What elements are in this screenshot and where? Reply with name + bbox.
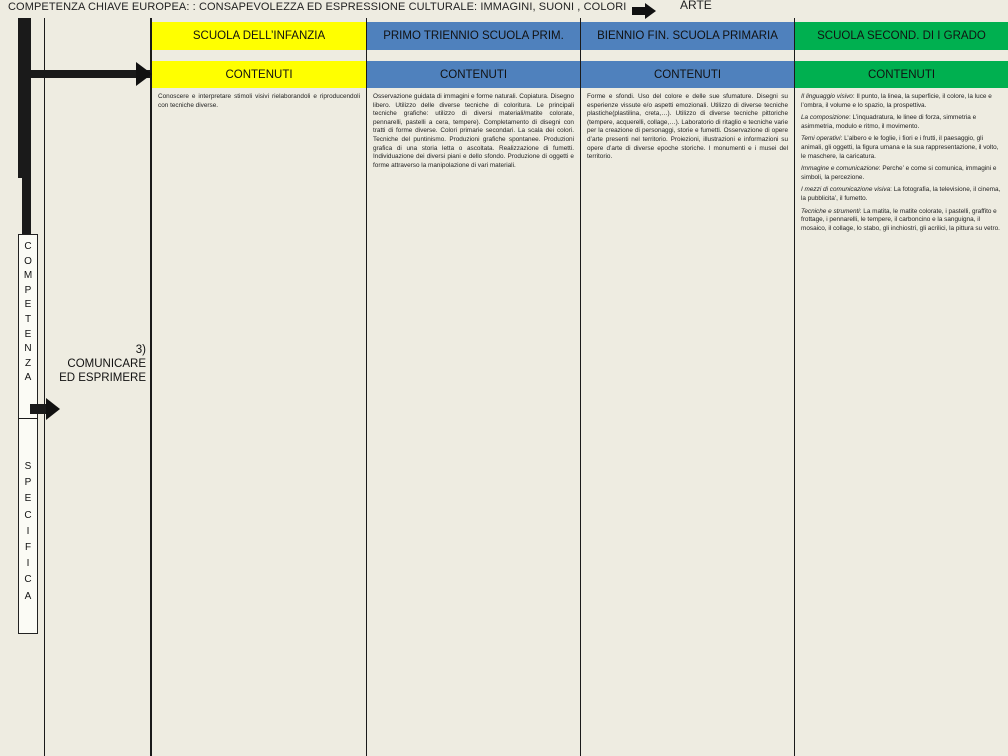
letter: A: [24, 590, 32, 602]
small-arrow-head-icon: [46, 398, 60, 420]
left-bar-upper: [22, 18, 31, 238]
topic-text: L’inquadratura, le linee di forza, simmetria e asimmetria, modulo e ritmo, il movimento.: [801, 114, 977, 130]
letter: T: [24, 313, 32, 325]
letter: C: [24, 509, 32, 521]
topic-text: La matita, le matite colorate, i pastelli, graffito e frottage, i pennarelli, le tempere, il carboncino e la sanguigna, il mosaico, il collage, lo stabo, gli inchiostri, gli acrilici, la pittura su vetro.: [801, 207, 1000, 232]
arrow-right-icon: [632, 3, 656, 19]
column-header-infanzia: SCUOLA DELL’INFANZIA: [152, 22, 366, 50]
letter: C: [24, 574, 32, 586]
letter: O: [24, 255, 32, 267]
col-divider-4: [794, 18, 795, 756]
letter: P: [24, 284, 32, 296]
letter: Z: [24, 357, 32, 369]
column-header-biennio: BIENNIO FIN. SCUOLA PRIMARIA: [581, 22, 794, 50]
left-divider: [44, 18, 45, 756]
topic-block: Il linguaggio visivo: Il punto, la linea, la superficie, il colore, la luce e l’ombra, il volume e lo spazio, la prospettiva.: [801, 93, 992, 109]
col-divider-3: [580, 18, 581, 756]
topic-label: I mezzi di comunicazione visiva: [801, 186, 891, 194]
topic-block: I mezzi di comunicazione visiva: La fotografia, la televisione, il cinema, la pubblicita’, il fumetto.: [801, 186, 1001, 202]
contenuti-header-secondaria: CONTENUTI: [795, 61, 1008, 88]
letter: I: [26, 558, 30, 570]
topic-label: Temi operativi: [801, 135, 841, 143]
content-secondaria: [801, 93, 1001, 233]
contenuti-header-biennio: CONTENUTI: [581, 61, 794, 88]
letter: E: [24, 328, 32, 340]
content-infanzia: Conoscere e interpretare stimoli visivi rielaborandoli e riproducendoli con tecniche diverse.: [158, 93, 360, 109]
subject-label: ARTE: [680, 0, 712, 12]
letter: A: [24, 372, 32, 384]
page-title: COMPETENZA CHIAVE EUROPEA: : CONSAPEVOLEZZA ED ESPRESSIONE CULTURALE: IMMAGINI, SUONI , COLORI: [8, 1, 627, 13]
topic-block: Immagine e comunicazione: Perche’ e come si comunica, immagini e simboli, la percezione.: [801, 165, 997, 181]
letter: I: [26, 525, 30, 537]
content-primo-triennio: Osservazione guidata di immagini e forme naturali. Copiatura. Disegno libero. Utilizzo delle diverse tecniche di coloritura. Le principali tecniche grafiche: utilizzo di diversi materiali/matite colorate, pennarelli, pastelli a cera, tempere). Completamento di disegni con tratti di forme diverse. Colori primarie secondari. La scala dei colori. Tecniche del puntinismo. Produzioni grafiche spontanee. Produzioni grafica di una storia letta o ascoltata. Realizzazione di fumetti. Individuazione dei diversi piani e dello sfondo. Produzione di oggetti e forme attraverso la manipolazione di vari materiali.: [373, 93, 574, 169]
letter: P: [24, 477, 32, 489]
letter: C: [24, 241, 32, 252]
letter: S: [24, 461, 32, 472]
column-header-secondaria: SCUOLA SECOND. DI I GRADO: [795, 22, 1008, 50]
specifica-letters: [21, 459, 35, 605]
topic-label: La composizione: [801, 114, 849, 122]
letter: E: [24, 299, 32, 311]
topic-block: Temi operativi: L’albero e le foglie, i fiori e i frutti, il paesaggio, gli animali, gli oggetti, la figura umana e la sua rappresentazione, il volto, le maschere, la caricatura.: [801, 135, 999, 160]
section-label: [50, 343, 146, 385]
section-line-2: ED ESPRIMERE: [59, 372, 146, 384]
competenza-letters: [21, 240, 35, 386]
arrow-shaft: [28, 70, 150, 78]
contenuti-header-infanzia: CONTENUTI: [152, 61, 366, 88]
section-line-1: COMUNICARE: [67, 358, 146, 370]
topic-text: L’albero e le foglie, i fiori e i frutti, il paesaggio, gli animali, gli oggetti, la figura umana e la sua rappresentazione, il volto, le maschere, la caricatura.: [801, 135, 999, 160]
letter: M: [23, 270, 33, 282]
topic-block: La composizione: L’inquadratura, le linee di forza, simmetria e asimmetria, modulo e ritmo, il movimento.: [801, 114, 977, 130]
topic-text: La fotografia, la televisione, il cinema, la pubblicita’, il fumetto.: [801, 186, 1001, 202]
arrow-head-icon: [136, 62, 152, 86]
topic-text: Il punto, la linea, la superficie, il colore, la luce e l’ombra, il volume e lo spazio, la prospettiva.: [801, 93, 992, 109]
topic-label: Immagine e comunicazione: [801, 165, 879, 173]
col-divider-2: [366, 18, 367, 756]
section-number: 3): [135, 344, 146, 356]
content-biennio: Forme e sfondi. Uso del colore e delle sue sfumature. Disegni su esperienze vissute e/o aspetti emozionali. Utilizzo di diverse tecniche plastiche(plastilina, creta,…). Utilizzo di diverse tecniche pittoriche (tempere, acquerelli, collage,…). Laboratorio di ritaglio e tecniche varie per la creazione di personaggi, storie e fumetti. Osservazione di opere d’arte presenti nel territorio. Proiezioni, illustrazioni e informazioni su opere d’arte di diverse epoche storiche. I monumenti e i musei del territorio.: [587, 93, 788, 161]
topic-text: Perche’ e come si comunica, immagini e simboli, la percezione.: [801, 165, 997, 181]
topic-block: Tecniche e strumenti: La matita, le matite colorate, i pastelli, graffito e frottage, i pennarelli, le tempere, il carboncino e la sanguigna, il mosaico, il collage, lo stabo, gli inchiostri, gli acrilici, la pittura su vetro.: [801, 207, 1000, 232]
column-header-primo-triennio: PRIMO TRIENNIO SCUOLA PRIM.: [367, 22, 580, 50]
col-divider-1: [150, 18, 152, 756]
letter: F: [24, 542, 32, 554]
topic-label: Il linguaggio visivo: [801, 93, 853, 100]
letter: E: [24, 493, 32, 505]
topic-label: Tecniche e strumenti: [801, 207, 860, 215]
competenza-box-divider: [18, 418, 38, 419]
letter: N: [24, 343, 32, 355]
contenuti-header-primo-triennio: CONTENUTI: [367, 61, 580, 88]
